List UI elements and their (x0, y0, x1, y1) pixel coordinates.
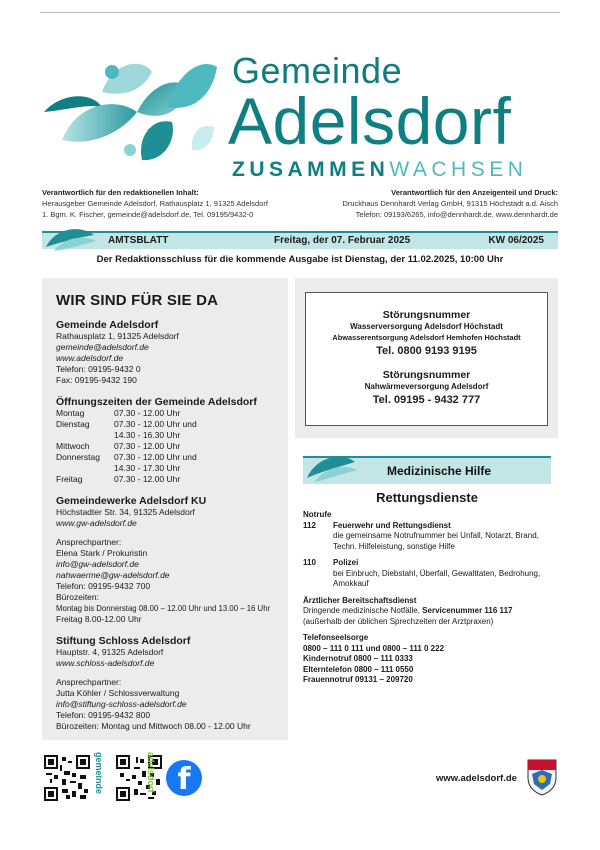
notrufe-label: Notrufe (303, 510, 332, 519)
seelsorge-line: Frauennotruf 09131 – 209720 (303, 675, 413, 684)
notruf-item (303, 558, 553, 590)
hours-row (56, 419, 274, 430)
stiftung-contact-label: Ansprechpartner: (56, 677, 122, 687)
hours-time: 07.30 - 12.00 Uhr (114, 408, 181, 418)
hours-day: Montag (56, 408, 85, 418)
stoerung-box (305, 292, 548, 426)
qr-code-icon[interactable] (44, 755, 90, 801)
stiftung-address: Hauptstr. 4, 91325 Adelsdorf (56, 647, 164, 657)
qr-label: gemeinde (94, 752, 104, 795)
notruf-desc: Amokkauf (333, 579, 369, 588)
imprint-editorial (42, 187, 268, 220)
banner-amtsblatt: AMTSBLATT (108, 235, 169, 246)
stoerung-line: Wasserversorgung Adelsdorf Höchstadt (350, 322, 503, 331)
stoerung-line: Nahwärmeversorgung Adelsdorf (364, 382, 489, 391)
rettungsdienste-title: Rettungsdienste (376, 490, 478, 505)
slogan-zusammen: ZUSAMMEN (232, 158, 390, 181)
redaktionsschluss-note: Der Redaktionsschluss für die kommende Ausgabe ist Dienstag, der 11.02.2025, 10:00 Uhr (96, 254, 504, 265)
stoerung-heading: Störungsnummer (382, 309, 471, 321)
hours-title: Öffnungszeiten der Gemeinde Adelsdorf (56, 396, 257, 408)
notruf-list (303, 510, 553, 686)
imprint-print-heading: Verantwortlich für den Anzeigenteil und Druck: (391, 188, 558, 197)
bereitschaft-note: (außerhalb der üblichen Sprechzeiten der Arztpraxen) (303, 616, 494, 626)
medical-banner (303, 456, 551, 484)
masthead-slogan (232, 158, 527, 182)
hours-row (56, 452, 274, 463)
werke-email2-link[interactable]: nahwaerme@gw-adelsdorf.de (56, 570, 170, 580)
qr-label: adelsdorf (146, 752, 156, 793)
bereitschaft-number: Servicenummer 116 117 (422, 606, 513, 615)
banner-kw: KW 06/2025 (488, 235, 544, 246)
notruf-desc: Techn. Hilfeleistung, sonstige Hilfe (333, 541, 455, 551)
stoerung-phone: Tel. 09195 - 9432 777 (372, 394, 481, 406)
bereitschaft-title: Ärztlicher Bereitschaftsdienst (303, 595, 417, 605)
emergency-panel (295, 278, 558, 740)
werke-email-link[interactable]: info@gw-adelsdorf.de (56, 559, 139, 569)
werke-web-link[interactable]: www.gw-adelsdorf.de (56, 518, 137, 528)
werke-title: Gemeindewerke Adelsdorf KU (56, 495, 207, 507)
imprint-editorial-line: 1. Bgm. K. Fischer, gemeinde@adelsdorf.de, Tel. 09195/9432-0 (42, 210, 254, 219)
notruf-item (303, 521, 553, 553)
website-link[interactable]: www.adelsdorf.de (436, 773, 517, 784)
imprint-editorial-line: Herausgeber Gemeinde Adelsdorf, Rathausplatz 1, 91325 Adelsdorf (42, 199, 268, 208)
hours-day (56, 463, 114, 474)
hours-day: Donnerstag (56, 452, 100, 462)
notruf-title: Feuerwehr und Rettungsdienst (333, 520, 451, 530)
hours-day: Freitag (56, 474, 83, 484)
stoerung-heading: Störungsnummer (382, 369, 471, 381)
notruf-number: 110 (303, 558, 316, 567)
seelsorge-title: Telefonseelsorge (303, 633, 369, 642)
stiftung-title: Stiftung Schloss Adelsdorf (56, 635, 191, 647)
facebook-icon[interactable]: f (166, 760, 202, 796)
hours-row (56, 474, 274, 485)
gemeinde-title: Gemeinde Adelsdorf (56, 319, 159, 331)
masthead-gemeinde: Gemeinde (232, 50, 403, 91)
stiftung-web-link[interactable]: www.schloss-adelsdorf.de (56, 658, 155, 668)
hours-row (56, 430, 274, 441)
gemeinde-address: Rathausplatz 1, 91325 Adelsdorf (56, 331, 179, 341)
hours-row (56, 441, 274, 452)
medical-banner-title: Medizinische Hilfe (387, 464, 492, 478)
hours-time: 07.30 - 12.00 Uhr und (114, 452, 197, 462)
contact-panel (42, 278, 288, 740)
stiftung-email-link[interactable]: info@stiftung-schloss-adelsdorf.de (56, 699, 187, 709)
hours-time: 07.30 - 12.00 Uhr (114, 474, 181, 484)
hours-day: Dienstag (56, 419, 90, 429)
seelsorge-line: Kindernotruf 0800 – 111 0333 (303, 654, 413, 663)
imprint-print-line: Druckhaus Dennhardt Verlag GmbH, 91315 Höchstadt a.d. Aisch (342, 199, 558, 208)
hours-day: Mittwoch (56, 441, 90, 451)
stoerung-line: Abwasserentsorgung Adelsdorf Hemhofen Höchstadt (332, 333, 521, 342)
imprint-editorial-heading: Verantwortlich für den redaktionellen Inhalt: (42, 188, 199, 197)
werke-office-friday: Freitag 8.00-12.00 Uhr (56, 614, 142, 624)
seelsorge-line: 0800 – 111 0 111 und 0800 – 111 0 222 (303, 643, 445, 653)
top-rule (40, 12, 560, 13)
notruf-desc: bei Einbruch, Diebstahl, Überfall, Gewalttaten, Bedrohung, (333, 568, 541, 578)
werke-office-label: Bürozeiten: (56, 592, 99, 602)
hours-table (56, 408, 274, 485)
stiftung-office: Bürozeiten: Montag und Mittwoch 08.00 - 12.00 Uhr (56, 721, 251, 731)
hours-row (56, 463, 274, 474)
bereitschaft-text: Dringende medizinische Notfälle, (303, 606, 423, 615)
swoosh-icon (307, 454, 357, 484)
seelsorge-line: Elterntelefon 0800 – 111 0550 (303, 664, 414, 674)
notruf-title: Polizei (333, 558, 359, 567)
gemeinde-logo-icon (42, 52, 222, 172)
werke-contact: Elena Stark / Prokuristin (56, 548, 148, 558)
notruf-desc: die gemeinsame Notrufnummer bei Unfall, Notarzt, Brand, (333, 531, 539, 540)
werke-office: Montag bis Donnerstag 08.00 – 12.00 Uhr und 13.00 – 16 Uhr (56, 604, 271, 613)
gemeinde-web-link[interactable]: www.adelsdorf.de (56, 353, 124, 363)
stiftung-contact: Jutta Köhler / Schlossverwaltung (56, 688, 180, 698)
hours-day (56, 430, 114, 441)
hours-time: 14.30 - 17.30 Uhr (114, 463, 181, 473)
werke-contact-label: Ansprechpartner: (56, 537, 122, 547)
issue-banner (42, 231, 558, 249)
werke-address: Höchstadter Str. 34, 91325 Adelsdorf (56, 507, 195, 517)
werke-phone: Telefon: 09195-9432 700 (56, 581, 151, 591)
stoerung-phone: Tel. 0800 9193 9195 (376, 345, 477, 357)
hours-row (56, 408, 274, 419)
slogan-wachsen: WACHSEN (389, 158, 528, 181)
swoosh-icon (46, 227, 96, 253)
bereitschaft-line (303, 606, 553, 617)
imprint-print (342, 187, 558, 220)
hours-time: 07.30 - 12.00 Uhr und (114, 419, 197, 429)
imprint-print-line: Telefon: 09193/6265, info@dennhardt.de, www.dennhardt.de (355, 210, 558, 219)
gemeinde-fax: Fax: 09195-9432 190 (56, 375, 137, 385)
contact-heading: WIR SIND FÜR SIE DA (56, 292, 219, 309)
coat-of-arms-icon (526, 758, 558, 796)
hours-time: 07.30 - 12.00 Uhr (114, 441, 181, 451)
stiftung-phone: Telefon: 09195-9432 800 (56, 710, 151, 720)
hours-time: 14.30 - 16.30 Uhr (114, 430, 181, 440)
banner-date: Freitag, der 07. Februar 2025 (274, 235, 411, 246)
gemeinde-phone: Telefon: 09195-9432 0 (56, 364, 141, 374)
masthead-adelsdorf: Adelsdorf (228, 84, 512, 158)
notruf-number: 112 (303, 520, 316, 530)
gemeinde-email-link[interactable]: gemeinde@adelsdorf.de (56, 342, 149, 352)
